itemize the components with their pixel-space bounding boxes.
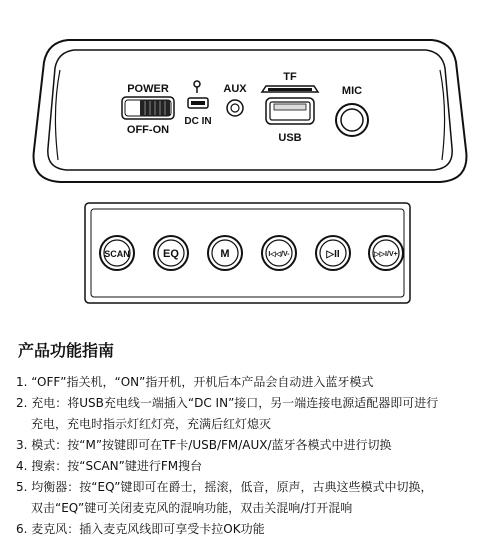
power-switch[interactable] xyxy=(122,97,174,119)
tf-card-slot[interactable] xyxy=(262,86,318,92)
play-button-label: ▷II xyxy=(326,249,340,260)
prev-volume-down-button[interactable] xyxy=(262,236,296,270)
guide-item-5-cont: 双击“EQ”键可关闭麦克风的混响功能，双击关混响/打开混响 xyxy=(31,501,353,515)
aux-jack[interactable] xyxy=(227,100,243,116)
aux-label: AUX xyxy=(223,83,247,95)
usb-port[interactable] xyxy=(266,98,314,124)
off-on-label: OFF-ON xyxy=(126,124,170,136)
eq-button[interactable] xyxy=(154,236,188,270)
prev-button-label: I◁◁/V- xyxy=(268,251,290,258)
guide-item-3: 3. 模式：按“M”按键即可在TF卡/USB/FM/AUX/蓝牙各模式中进行切换 xyxy=(16,438,392,452)
scan-button[interactable] xyxy=(100,236,134,270)
power-label: POWER xyxy=(127,83,169,95)
guide-item-4: 4. 搜索：按“SCAN”键进行FM搜台 xyxy=(16,459,203,473)
next-volume-up-button[interactable] xyxy=(369,236,403,270)
guide-list xyxy=(16,372,494,540)
guide-item-1: 1. “OFF”指关机，“ON”指开机，开机后本产品会自动进入蓝牙模式 xyxy=(16,375,374,389)
mode-button[interactable] xyxy=(208,236,242,270)
scan-button-label: SCAN xyxy=(104,249,130,259)
mic-label: MIC xyxy=(341,85,363,97)
tf-label: TF xyxy=(283,71,297,83)
dc-in-port[interactable] xyxy=(188,98,208,108)
play-pause-button[interactable] xyxy=(316,236,350,270)
side-panel xyxy=(34,40,467,182)
usb-label: USB xyxy=(278,132,302,144)
eq-button-label: EQ xyxy=(163,248,179,260)
mode-button-label: M xyxy=(220,248,230,260)
guide-item-6: 6. 麦克风：插入麦克风线即可享受卡拉OK功能 xyxy=(16,522,265,536)
dc-in-label: DC IN xyxy=(184,116,212,127)
guide-item-2: 2. 充电：将USB充电线一端插入“DC IN”接口，另一端连接电源适配器即可进行 xyxy=(16,396,439,410)
next-button-label: ▷▷I/V+ xyxy=(374,251,398,258)
guide-item-5: 5. 均衡器：按“EQ”键即可在爵士，摇滚，低音，原声，古典这些模式中切换， xyxy=(16,480,433,494)
mic-jack[interactable] xyxy=(336,104,368,136)
guide-item-2-cont: 充电，充电时指示灯红灯亮，充满后红灯熄灭 xyxy=(31,417,272,431)
guide-title: 产品功能指南 xyxy=(18,341,115,360)
